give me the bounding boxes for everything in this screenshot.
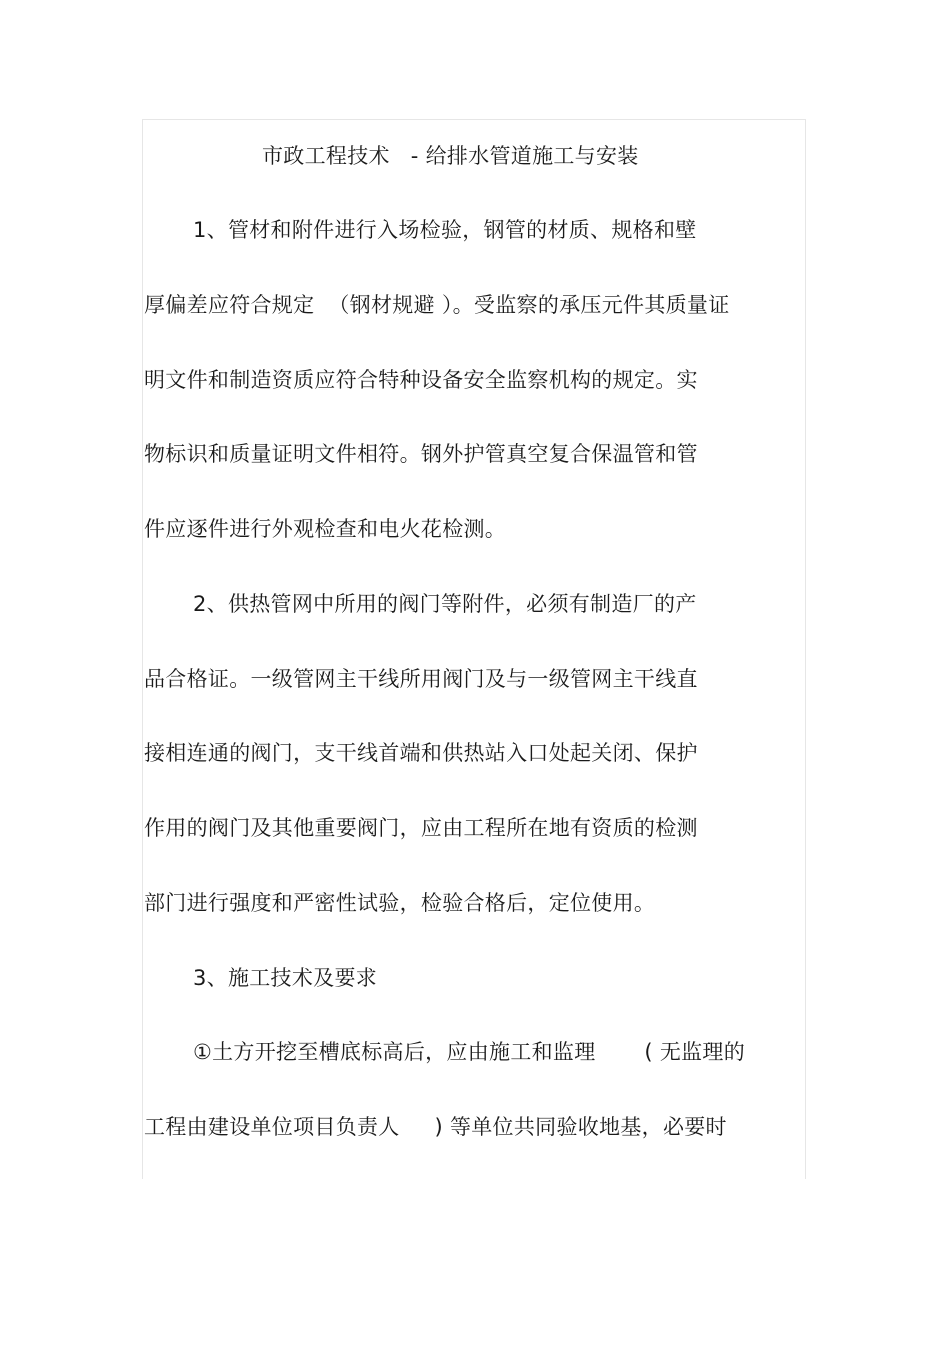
paragraph-2-line-3: 接相连通的阀门，支干线首端和供热站入口处起关闭、保护 <box>144 741 698 765</box>
paragraph-2-line-4: 作用的阀门及其他重要阀门，应由工程所在地有资质的检测 <box>144 816 698 840</box>
paragraph-2-line-5: 部门进行强度和严密性试验，检验合格后，定位使用。 <box>144 891 656 915</box>
page-frame <box>142 119 806 1179</box>
paragraph-1-line-3: 明文件和制造资质应符合特种设备安全监察机构的规定。实 <box>144 368 698 392</box>
paragraph-1-line-4: 物标识和质量证明文件相符。钢外护管真空复合保温管和管 <box>144 442 698 466</box>
paragraph-2-line-2: 品合格证。一级管网主干线所用阀门及与一级管网主干线直 <box>144 667 698 691</box>
paragraph-3-line-2: 工程由建设单位项目负责人 ) 等单位共同验收地基，必要时 <box>144 1115 727 1139</box>
paragraph-2-line-1: 2、供热管网中所用的阀门等附件，必须有制造厂的产 <box>193 592 697 616</box>
paragraph-1-line-1: 1、管材和附件进行入场检验，钢管的材质、规格和壁 <box>193 218 697 242</box>
section-3-heading: 3、施工技术及要求 <box>193 966 378 990</box>
document-title: 市政工程技术 - 给排水管道施工与安装 <box>262 144 639 168</box>
paragraph-3-line-1: ①土方开挖至槽底标高后，应由施工和监理 ( 无监理的 <box>193 1040 746 1064</box>
paragraph-1-line-2: 厚偏差应符合规定 （钢材规避 ）。受监察的承压元件其质量证 <box>144 293 730 317</box>
paragraph-1-line-5: 件应逐件进行外观检查和电火花检测。 <box>144 517 507 541</box>
